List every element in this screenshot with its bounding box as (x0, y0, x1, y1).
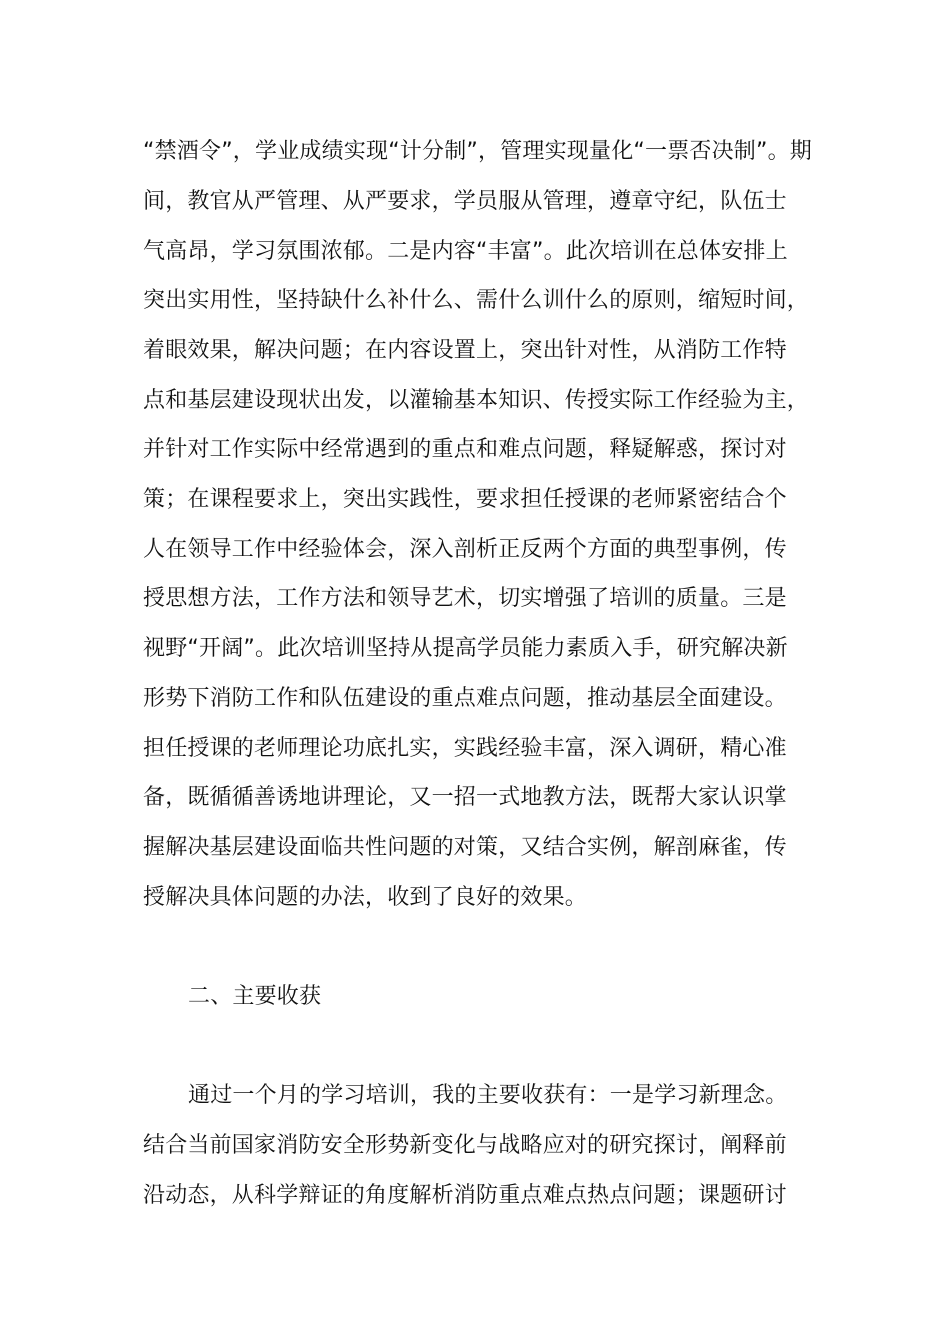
body-text-line: 气高昂，学习氛围浓郁。二是内容“丰富”。此次培训在总体安排上 (143, 239, 788, 264)
body-text-line: 通过一个月的学习培训，我的主要收获有：一是学习新理念。 (188, 1083, 788, 1108)
body-text-line: 授思想方法，工作方法和领导艺术，切实增强了培训的质量。三是 (143, 586, 787, 611)
body-text-line: 形势下消防工作和队伍建设的重点难点问题，推动基层全面建设。 (143, 686, 787, 711)
body-text-line: 人在领导工作中经验体会，深入剖析正反两个方面的典型事例，传 (143, 537, 787, 562)
body-text-line: 握解决基层建设面临共性问题的对策，又结合实例，解剖麻雀，传 (143, 835, 787, 860)
body-text-line: 策；在课程要求上，突出实践性，要求担任授课的老师紧密结合个 (143, 487, 787, 512)
body-text-line: 结合当前国家消防安全形势新变化与战略应对的研究探讨，阐释前 (143, 1133, 787, 1158)
body-text-line: 突出实用性，坚持缺什么补什么、需什么训什么的原则，缩短时间， (143, 288, 810, 313)
body-text-line: 着眼效果，解决问题；在内容设置上，突出针对性，从消防工作特 (143, 338, 787, 363)
body-text-line: 沿动态，从科学辩证的角度解析消防重点难点热点问题；课题研讨 (143, 1183, 787, 1208)
body-text-line: 间，教官从严管理、从严要求，学员服从管理，遵章守纪，队伍士 (143, 189, 787, 214)
body-text-line: “禁酒令”，学业成绩实现“计分制”，管理实现量化“一票否决制”。期 (143, 139, 812, 164)
section-heading: 二、主要收获 (188, 984, 322, 1009)
body-text-line: 授解决具体问题的办法，收到了良好的效果。 (143, 885, 588, 910)
body-text-line: 备，既循循善诱地讲理论，又一招一式地教方法，既帮大家认识掌 (143, 785, 787, 810)
body-text-line: 并针对工作实际中经常遇到的重点和难点问题，释疑解惑，探讨对 (143, 437, 787, 462)
body-text-line: 担任授课的老师理论功底扎实，实践经验丰富，深入调研，精心准 (143, 736, 787, 761)
body-text-line: 视野“开阔”。此次培训坚持从提高学员能力素质入手，研究解决新 (143, 636, 788, 661)
body-text-line: 点和基层建设现状出发，以灌输基本知识、传授实际工作经验为主， (143, 388, 810, 413)
